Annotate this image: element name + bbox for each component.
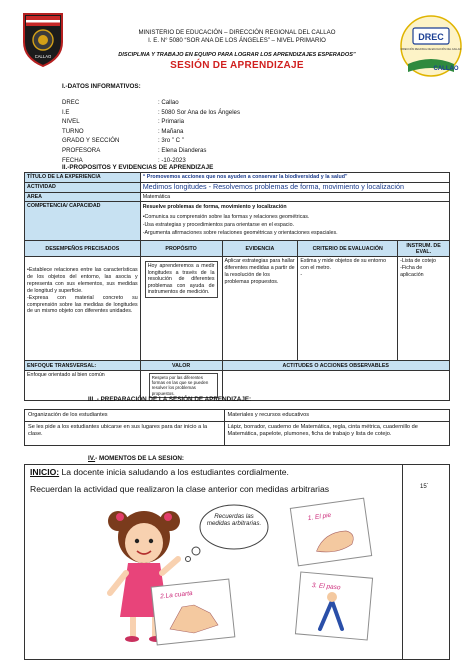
drec-callao-logo-icon (398, 12, 464, 84)
drec-logo-subtext: DIRECCIÓN REGIONAL DE EDUCACIÓN DEL CALLAO (400, 48, 462, 51)
area-label: AREA (25, 193, 141, 202)
dato-value: : Callao (158, 99, 179, 106)
prep-col1-text: Se les pide a los estudiantes ubicarse en sus lugares para dar inicio a la clase. (25, 422, 225, 446)
area-value: Matemática (140, 193, 449, 202)
dato-key: FECHA (62, 156, 83, 164)
momentos-heading-rest: - MOMENTOS DE LA SESION: (95, 455, 184, 462)
preparacion-heading: III .- PREPARACIÓN DE LA SESIÓN DE APRENDIZAJE: (88, 396, 252, 403)
dato-value: : Primaria (158, 118, 185, 126)
valor-label: VALOR (140, 361, 222, 371)
dato-value: : 5080 Sor Ana de los Ángeles (158, 108, 240, 116)
capacidad-item: -Argumenta afirmaciones sobre relaciones geométricas y orientaciones espaciales. (142, 230, 338, 236)
competencia-label: COMPETENCIA/ CAPACIDAD (25, 202, 141, 241)
motto-line: DISCIPLINA Y TRABAJO EN EQUIPO PARA LOGRAR LOS APRENDIZAJES ESPERADOS” (118, 52, 356, 58)
school-line: I. E. N° 5080 “SOR ANA DE LOS ÁNGELES” – NIVEL PRIMARIO (148, 37, 326, 44)
valor-value: Respeto por las diferentes formas en las que se pueden resolver los problemas propuestos. (149, 373, 218, 398)
shield-text: CALLAO (34, 54, 52, 59)
desempenos-cell (25, 257, 141, 361)
col-proposito-header: PROPÓSITO (140, 241, 222, 257)
medidas-arbitrarias-illustration (84, 497, 384, 647)
dato-key: PROFESORA (62, 147, 101, 154)
dato-value: : -10-2023 (158, 156, 186, 164)
inicio-label: INICIO: (30, 467, 60, 477)
propositos-heading: II.-PROPOSITOS Y EVIDENCIAS DE APRENDIZAJE (62, 164, 214, 171)
dato-key: DREC (62, 99, 80, 106)
instrum-cell (398, 257, 450, 361)
momentos-divider (402, 464, 403, 660)
col-evidencia-header: EVIDENCIA (222, 241, 298, 257)
criterio-cell (298, 257, 398, 361)
evidencia-text: Aplicar estrategias para hallar diferentes medidas a partir de la resolución de los problemas propuestos. (222, 257, 298, 361)
actitudes-label: ACTITUDES O ACCIONES OBSERVABLES (222, 361, 449, 371)
capacidad-item: -Usa estrategias y procedimientos para orientarse en el espacio. (142, 222, 295, 228)
prep-col1-title: Organización de los estudiantes (25, 410, 225, 422)
card-el-pie-label: 1. El pie (307, 511, 332, 523)
dato-key: NIVEL (62, 118, 80, 126)
card-la-cuarta-label: 2.La cuarta (159, 589, 193, 601)
titulo-value: “ Promovemos acciones que nos ayuden a conservar la biodiversidad y la salud” (140, 173, 449, 183)
dato-value: : 3ro ” C ” (158, 137, 184, 145)
page-title: SESIÓN DE APRENDIZAJE (170, 60, 304, 71)
desempeno-2: -Expresa con material concreto su comprensión sobre las medidas de longitudes de un mismo objeto con diferentes unidades. (27, 294, 138, 315)
inicio-line (30, 467, 289, 477)
dato-value: : Mañana (158, 127, 184, 135)
school-shield-logo-icon (22, 12, 64, 68)
instrum-item: -Lista de cotejo (400, 258, 436, 264)
instrum-item: -Ficha de aplicación (400, 265, 424, 278)
col-criterio-header: CRITERIO DE EVALUACIÓN (298, 241, 398, 257)
competencia-cell (140, 202, 449, 241)
dato-key: TURNO (62, 127, 84, 135)
actitudes-value (222, 371, 449, 401)
minutes-label: 15´ (420, 484, 429, 490)
dato-key: GRADO Y SECCIÓN (62, 137, 120, 145)
actividad-label: ACTIVIDAD (25, 183, 141, 193)
prep-col2-text: Lápiz, borrador, cuaderno de Matemática, regla, cinta métrica, cuadernillo de Matemática, papelote, plumones, ficha de trabajo y lista de cotejo. (224, 422, 449, 446)
capacidad-item: •Comunica su comprensión sobre las formas y relaciones geométricas. (142, 214, 310, 220)
ministry-line: MINISTERIO DE EDUCACIÓN – DIRECCIÓN REGIONAL DEL CALLAO (138, 29, 336, 36)
criterio-bullet: - (300, 272, 303, 278)
card-el-pie (290, 498, 371, 566)
enfoque-value: Enfoque orientado al bien común (25, 371, 141, 401)
col-desempenos-header: DESEMPEÑOS PRECISADOS (25, 241, 141, 257)
desempeno-1: •Establece relaciones entre las características de los objetos del entorno, las asocia y representa con sus elementos, sus medidas de longitud y superficie. (27, 267, 138, 294)
drec-logo-callao-word: CALLAO (433, 66, 459, 72)
momentos-heading (88, 455, 184, 462)
datos-heading: I.-DATOS INFORMATIVOS: (62, 83, 141, 90)
drec-logo-text: DREC (418, 32, 444, 42)
titulo-label: TÍTULO DE LA EXPERIENCIA (25, 173, 141, 183)
dato-key: I.E (62, 108, 70, 116)
criterio-text: Estima y mide objetos de su entorno con el metro. (300, 258, 387, 271)
card-la-cuarta (151, 579, 235, 645)
propositos-table (24, 172, 450, 401)
enfoque-label: ENFOQUE TRANSVERSAL: (25, 361, 141, 371)
actividad-value: Medimos longitudes - Resolvemos problemas de forma, movimiento y localización (140, 183, 449, 193)
preparacion-table (24, 409, 450, 446)
prep-col2-title: Materiales y recursos educativos (224, 410, 449, 422)
thought-bubble (186, 505, 269, 562)
inicio-text: La docente inicia saludando a los estudiantes cordialmente. (59, 467, 289, 477)
col-instrum-header: INSTRUM. DE EVAL. (398, 241, 450, 257)
competencia-title: Resuelve problemas de forma, movimiento y localización (142, 204, 287, 210)
card-el-paso-label: 3. El paso (311, 581, 341, 592)
card-el-paso (295, 572, 372, 640)
recuerdan-text: Recuerdan la actividad que realizaron la clase anterior con medidas arbitrarias (30, 484, 330, 494)
proposito-text: Hoy aprenderemos a medir longitudes a través de la resolución de diferentes problemas con ayuda de instrumentos de medición. (145, 261, 218, 298)
momentos-heading-roman: IV. (88, 455, 96, 462)
proposito-cell (140, 257, 222, 361)
dato-value: : Elena Dianderas (158, 147, 207, 154)
bubble-text: Recuerdas las medidas arbitrarias. (206, 513, 262, 528)
